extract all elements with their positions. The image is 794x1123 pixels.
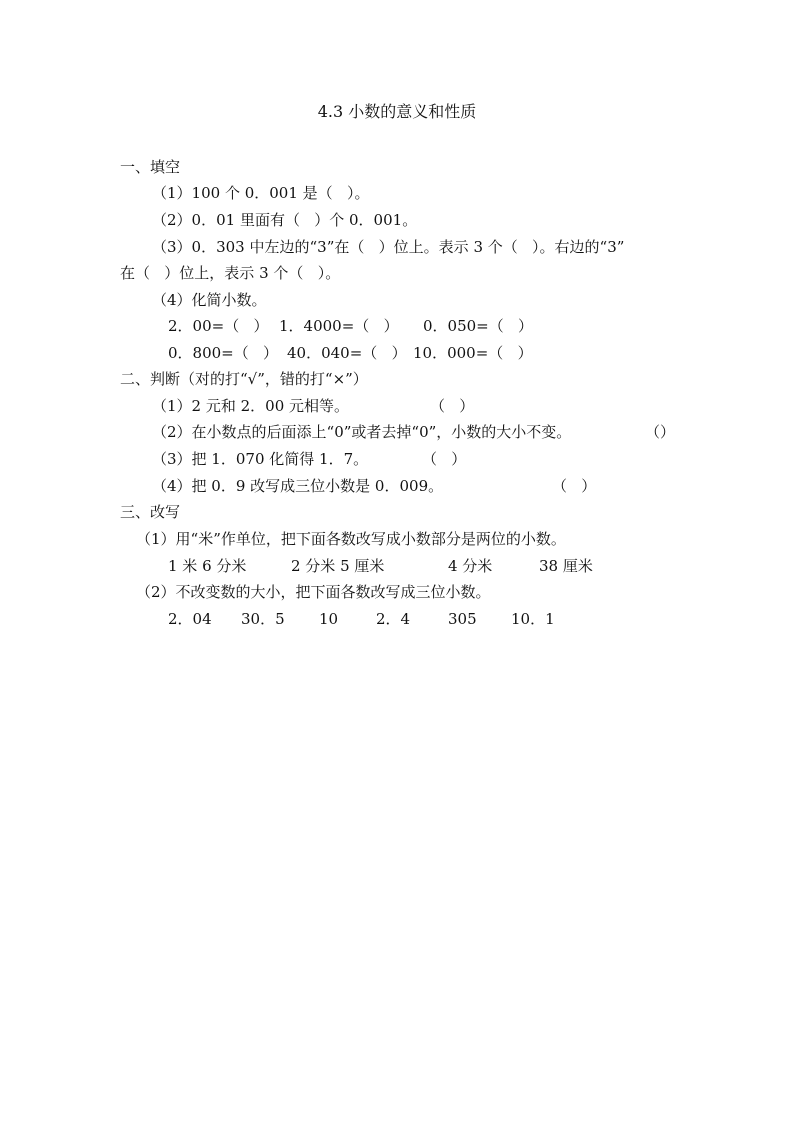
section-heading-rewrite: 三、改写 — [120, 503, 181, 521]
section-heading-judge: 二、判断（对的打“√”，错的打“×”） — [120, 370, 368, 388]
rewrite-item: 2．04 — [168, 610, 212, 628]
question-1-1: （1）100 个 0．001 是（ ）。 — [152, 184, 370, 202]
question-1-2: （2）0．01 里面有（ ）个 0．001。 — [152, 211, 418, 229]
simplify-item: 2．00=（ ） — [168, 317, 269, 335]
rewrite-item: 305 — [448, 610, 477, 628]
rewrite-question-2: （2）不改变数的大小，把下面各数改写成三位小数。 — [136, 583, 491, 601]
rewrite-item: 4 分米 — [448, 557, 493, 575]
answer-blank: （ ） — [430, 397, 475, 415]
judge-question-1: （1）2 元和 2．00 元相等。 — [152, 397, 350, 415]
rewrite-item: 10．1 — [511, 610, 555, 628]
simplify-item: 1．4000=（ ） — [279, 317, 399, 335]
rewrite-item: 10 — [319, 610, 339, 628]
rewrite-item: 2 分米 5 厘米 — [291, 557, 385, 575]
question-1-3-line1: （3）0．303 中左边的“3”在（ ）位上。表示 3 个（ ）。右边的“3” — [152, 238, 625, 256]
judge-question-4: （4）把 0．9 改写成三位小数是 0．009。 — [152, 477, 444, 495]
simplify-item: 10．000=（ ） — [413, 344, 533, 362]
question-1-3-line2: 在（ ）位上，表示 3 个（ ）。 — [120, 264, 341, 282]
question-1-4: （4）化简小数。 — [152, 291, 267, 309]
rewrite-item: 1 米 6 分米 — [168, 557, 247, 575]
section-heading-fill-blank: 一、填空 — [120, 158, 181, 176]
rewrite-item: 2．4 — [376, 610, 411, 628]
judge-question-3: （3）把 1．070 化简得 1．7。 — [152, 450, 369, 468]
answer-blank: （） — [645, 423, 676, 441]
simplify-item: 0．800=（ ） — [168, 344, 279, 362]
simplify-item: 40．040=（ ） — [287, 344, 407, 362]
rewrite-item: 38 厘米 — [539, 557, 593, 575]
rewrite-question-1: （1）用“米”作单位，把下面各数改写成小数部分是两位的小数。 — [136, 530, 566, 548]
judge-question-2: （2）在小数点的后面添上“0”或者去掉“0”，小数的大小不变。 — [152, 423, 572, 441]
page-title: 4.3 小数的意义和性质 — [317, 102, 477, 121]
rewrite-item: 30．5 — [241, 610, 285, 628]
answer-blank: （ ） — [552, 477, 597, 495]
simplify-item: 0．050=（ ） — [423, 317, 534, 335]
answer-blank: （ ） — [422, 450, 467, 468]
